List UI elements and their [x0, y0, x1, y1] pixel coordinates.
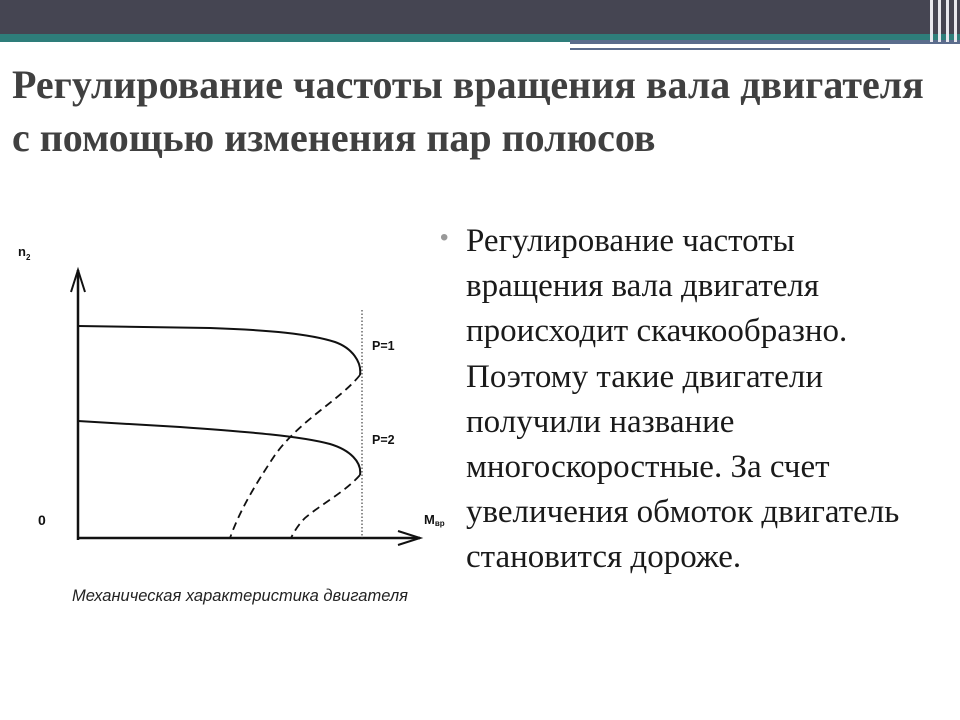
curve-p2 — [78, 421, 360, 475]
diagram-caption: Механическая характеристика двигателя — [72, 587, 408, 605]
mechanical-characteristic-diagram — [0, 230, 445, 550]
curve-p2-dashed — [291, 475, 360, 538]
curve-p1 — [78, 326, 360, 375]
slide-title: Регулирование частоты вращения вала двигателя с помощью изменения пар полюсов — [12, 62, 924, 160]
bullet-text: Регулирование частоты вращения вала двигателя происходит скачкообразно. Поэтому такие двигатели получили название многоскоростные. За счет увеличения обмоток двигатель становится дороже. — [466, 223, 900, 576]
x-axis-label: Mвр — [424, 512, 445, 528]
bullet-dot-icon: • — [440, 224, 449, 251]
origin-label: 0 — [38, 512, 46, 528]
top-decor-bar — [0, 0, 960, 50]
curve-p1-dashed — [230, 375, 360, 538]
y-axis-label: $n_2$ — [18, 244, 31, 262]
curve-label-p1: P=1 — [372, 339, 395, 353]
curve-label-p2: P=2 — [372, 433, 395, 447]
